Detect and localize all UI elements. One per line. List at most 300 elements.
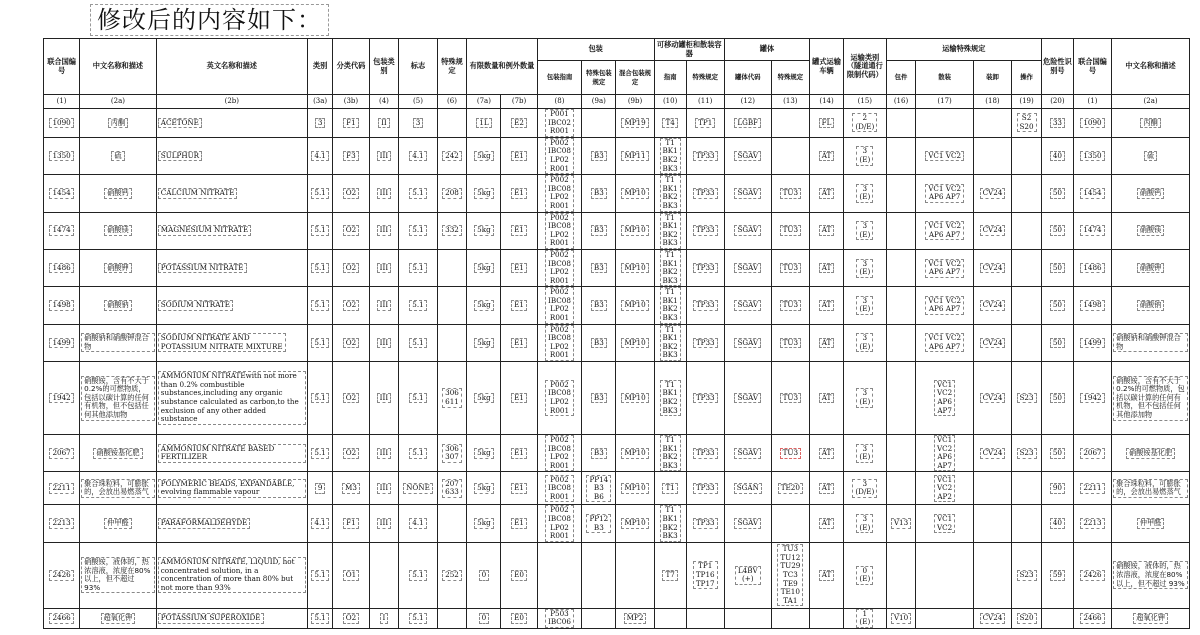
cell-un (44, 505, 80, 542)
cell-mp (616, 505, 654, 542)
cell-value: 硝酸铵，含有不大于 0.2%的可燃物质，包括以碳计算的任何有机物，但不包括任何其他添加物 (81, 376, 155, 421)
cell-value: VC1 VC2 AP6 AP7 (925, 221, 964, 240)
cell-value: SGAV (734, 518, 761, 529)
cell-value: AT (819, 263, 835, 274)
cell-ti (654, 505, 686, 542)
cell-op (1012, 212, 1042, 249)
cell-load (973, 542, 1011, 608)
cell-en (156, 287, 307, 324)
cell-value: 3 (E) (856, 259, 873, 278)
cell-op (1012, 505, 1042, 542)
cell-ctc (724, 472, 771, 505)
cell-ts (686, 324, 724, 361)
cell-value: SGAV (734, 393, 761, 404)
cell-value: 5.1 (409, 263, 426, 274)
header-ts: 特殊规定 (686, 61, 724, 95)
cell-value: 硝酸镁 (104, 225, 132, 236)
cell-cat (844, 287, 887, 324)
cell-value: 5.1 (311, 338, 328, 349)
cell-value: AT (819, 483, 835, 494)
cell-en (156, 109, 307, 138)
cell-ti (654, 542, 686, 608)
cell-value: I (380, 613, 389, 624)
cell-ctc (724, 175, 771, 212)
cell-value: 硝酸钙 (104, 188, 132, 199)
cell-en (156, 608, 307, 628)
cell-value: B3 (591, 225, 607, 236)
cell-lq (467, 542, 501, 608)
cell-value: 50 (1050, 448, 1065, 459)
column-index: (1) (44, 95, 80, 109)
cell-code (333, 137, 369, 174)
cell-ctc (724, 505, 771, 542)
cell-cn2 (1112, 324, 1190, 361)
cell-value: TP33 (693, 393, 718, 404)
cell-value: 1454 (1080, 188, 1104, 199)
cell-cts (771, 324, 809, 361)
cell-cn (80, 212, 157, 249)
cell-value: 5.1 (311, 393, 328, 404)
cell-ps (582, 435, 616, 472)
cell-ps (582, 175, 616, 212)
cell-value: 4.1 (311, 518, 328, 529)
cell-cat (844, 435, 887, 472)
cell-value: T1 BK1 BK2 BK3 (660, 380, 681, 416)
cell-value: T1 BK1 BK2 BK3 (660, 175, 681, 211)
cell-op (1012, 472, 1042, 505)
cell-un (44, 249, 80, 286)
header-pi: 包装指南 (537, 61, 582, 95)
cell-un2 (1073, 175, 1111, 212)
cell-un2 (1073, 608, 1111, 628)
cell-value: 5.1 (409, 225, 426, 236)
cell-value: TU3 (780, 263, 801, 274)
cell-value: O2 (343, 338, 359, 349)
cell-haz (1041, 212, 1073, 249)
cell-ps (582, 608, 616, 628)
cell-value: AT (819, 225, 835, 236)
cell-value: P002 IBC08 LP02 R001 (545, 325, 574, 361)
cell-value: TP33 (693, 151, 718, 162)
cell-value: TE20 (778, 483, 803, 494)
cell-label (399, 109, 437, 138)
cell-value: 50 (1050, 263, 1065, 274)
cell-pi (537, 435, 582, 472)
cell-value: T4 (662, 118, 677, 129)
cell-value: 3 (E) (856, 514, 873, 533)
cell-un (44, 362, 80, 435)
cell-value: L4BV (+) (735, 566, 761, 585)
cell-value: 1474 (1080, 225, 1104, 236)
column-index: (14) (810, 95, 844, 109)
cell-cts (771, 362, 809, 435)
cell-value: ACETONE (158, 118, 202, 129)
cell-value: CV24 (980, 393, 1006, 404)
cell-cat (844, 175, 887, 212)
cell-value: TP1 (695, 118, 715, 129)
cell-mp (616, 109, 654, 138)
cell-value: SGAN (734, 483, 762, 494)
cell-value: 5.1 (409, 613, 426, 624)
cell-value: 1486 (1080, 263, 1104, 274)
header-un: 联合国编号 (44, 39, 80, 95)
cell-en (156, 137, 307, 174)
cell-code (333, 362, 369, 435)
cell-bulk (916, 362, 973, 435)
cell-ps (582, 109, 616, 138)
header-cn: 中文名称和描述 (80, 39, 157, 95)
cell-bulk (916, 109, 973, 138)
cell-value: P002 IBC08 LP02 R001 (545, 505, 574, 541)
column-index: (16) (886, 95, 916, 109)
cell-value: III (377, 338, 392, 349)
cell-haz (1041, 324, 1073, 361)
cell-value: P001 IBC02 R001 (545, 109, 574, 137)
cell-value: 硝酸铵基化肥 (1126, 448, 1175, 459)
cell-ctc (724, 435, 771, 472)
cell-eq (501, 175, 537, 212)
cell-value: MP10 (621, 448, 648, 459)
cell-value: 3 (E) (856, 296, 873, 315)
cell-cn (80, 175, 157, 212)
cell-value: AT (819, 393, 835, 404)
cell-value: P002 IBC08 LP02 R001 (545, 175, 574, 211)
cell-value: P002 IBC08 R001 (545, 475, 574, 503)
cell-value: TP33 (693, 225, 718, 236)
cell-bulk (916, 175, 973, 212)
cell-value: 硝酸钠 (1137, 300, 1165, 311)
cell-value: 2211 (49, 483, 73, 494)
cell-haz (1041, 505, 1073, 542)
cell-cat (844, 109, 887, 138)
cell-label (399, 542, 437, 608)
cell-value: P503 IBC06 (545, 609, 574, 628)
cell-cts (771, 287, 809, 324)
cell-un (44, 109, 80, 138)
cell-value: AMMONIUM NITRATE, LIQUID, hot concentrated solution, in a concentration of more than 80% but not more than 93% (158, 557, 306, 593)
cell-un2 (1073, 249, 1111, 286)
cell-value: 5.1 (311, 188, 328, 199)
cell-value: TP33 (693, 448, 718, 459)
cell-ctc (724, 109, 771, 138)
cell-value: VC1 VC2 AP6 AP7 (925, 259, 964, 278)
cell-sp (437, 249, 467, 286)
cell-value: MP10 (621, 188, 648, 199)
cell-lq (467, 175, 501, 212)
cell-bulk (916, 324, 973, 361)
cell-value: MP19 (621, 118, 648, 129)
cell-pkg (886, 608, 916, 628)
cell-ts (686, 472, 724, 505)
cell-cn (80, 362, 157, 435)
cell-pi (537, 249, 582, 286)
cell-lq (467, 505, 501, 542)
cell-value: 40 (1050, 151, 1065, 162)
cell-value: O2 (343, 225, 359, 236)
cell-value: 50 (1050, 225, 1065, 236)
header-op: 操作 (1012, 61, 1042, 95)
cell-value: 50 (1050, 188, 1065, 199)
header-cts: 特殊规定 (771, 61, 809, 95)
cell-value: AT (819, 188, 835, 199)
cell-label (399, 287, 437, 324)
cell-un (44, 175, 80, 212)
cell-pg (369, 472, 399, 505)
cell-lq (467, 109, 501, 138)
cell-eq (501, 542, 537, 608)
column-index: (7b) (501, 95, 537, 109)
table-row (44, 472, 1190, 505)
cell-value: VC1 VC2 (925, 151, 964, 162)
cell-code (333, 542, 369, 608)
cell-ti (654, 435, 686, 472)
cell-bulk (916, 472, 973, 505)
cell-value: P002 IBC08 LP02 R001 (545, 213, 574, 249)
column-index: (15) (844, 95, 887, 109)
header-sp: 特殊规定 (437, 39, 467, 95)
cell-value: 2466 (49, 613, 73, 624)
header-pkg: 包件 (886, 61, 916, 95)
cell-mp (616, 324, 654, 361)
cell-cls (307, 324, 333, 361)
cell-value: 超氧化钾 (1133, 613, 1168, 624)
cell-value: II (378, 118, 390, 129)
cell-value: 5kg (474, 448, 494, 459)
cell-value: III (377, 151, 392, 162)
cell-value: 1 (E) (856, 609, 873, 628)
cell-cls (307, 109, 333, 138)
cell-pkg (886, 362, 916, 435)
cell-label (399, 137, 437, 174)
cell-un2 (1073, 505, 1111, 542)
column-index: (9a) (582, 95, 616, 109)
cell-ctc (724, 249, 771, 286)
header-pack: 包装 (537, 39, 654, 61)
cell-cts (771, 608, 809, 628)
cell-cn (80, 287, 157, 324)
cell-value: E1 (511, 300, 527, 311)
header-tank: 可移动罐柜和散装容器 (654, 39, 724, 61)
cell-value: O2 (343, 448, 359, 459)
cell-mp (616, 472, 654, 505)
cell-value: POTASSIUM SUPEROXIDE (158, 613, 264, 624)
cell-label (399, 505, 437, 542)
cell-value: III (377, 188, 392, 199)
cell-value: 1498 (49, 300, 73, 311)
table-row (44, 287, 1190, 324)
cell-load (973, 287, 1011, 324)
column-index: (7a) (467, 95, 501, 109)
cell-value: CV24 (980, 613, 1006, 624)
cell-pi (537, 542, 582, 608)
cell-load (973, 109, 1011, 138)
cell-value: III (377, 300, 392, 311)
cell-haz (1041, 109, 1073, 138)
cell-value: CV24 (980, 300, 1006, 311)
cell-value: 1350 (49, 151, 73, 162)
cell-ti (654, 175, 686, 212)
cell-value: B3 (591, 448, 607, 459)
cell-ts (686, 435, 724, 472)
cell-lq (467, 362, 501, 435)
cell-value: 硝酸铵，液体的，热浓溶液，浓度在80%以上，但不超过 93% (1113, 561, 1188, 589)
cell-cat (844, 505, 887, 542)
cell-value: B3 (591, 338, 607, 349)
dangerous-goods-table (43, 38, 1190, 629)
cell-value: AMMONIUM NITRATEwith not more than 0.2% combustible substances,including any organic substance calculated as carbon,to the exclusion of any other added substance (158, 371, 306, 425)
cell-haz (1041, 287, 1073, 324)
header-cn2: 中文名称和描述 (1112, 39, 1190, 95)
cell-un (44, 435, 80, 472)
column-index: (6) (437, 95, 467, 109)
cell-cn2 (1112, 212, 1190, 249)
cell-lq (467, 212, 501, 249)
cell-ps (582, 137, 616, 174)
cell-veh (810, 505, 844, 542)
cell-pg (369, 435, 399, 472)
cell-pi (537, 608, 582, 628)
cell-cls (307, 435, 333, 472)
table-body (44, 109, 1190, 629)
cell-value: E1 (511, 188, 527, 199)
cell-en (156, 362, 307, 435)
cell-value: P002 IBC08 LP02 R001 (545, 250, 574, 286)
header-load: 装卸 (973, 61, 1011, 95)
cell-value: SGAV (734, 300, 761, 311)
cell-cat (844, 249, 887, 286)
cell-op (1012, 608, 1042, 628)
cell-value: 5.1 (311, 225, 328, 236)
cell-cls (307, 362, 333, 435)
cell-veh (810, 435, 844, 472)
cell-veh (810, 362, 844, 435)
cell-veh (810, 287, 844, 324)
cell-value: VC1 VC2 AP6 AP7 (925, 296, 964, 315)
cell-value: VC1 VC2 AP6 AP7 (925, 333, 964, 352)
cell-value: SODIUM NITRATE AND POTASSIUM NITRATE MIXTURE (158, 333, 286, 352)
table-row (44, 109, 1190, 138)
cell-ctc (724, 287, 771, 324)
cell-cat (844, 212, 887, 249)
cell-sp (437, 109, 467, 138)
cell-cn (80, 608, 157, 628)
cell-value: V13 (891, 518, 911, 529)
cell-value: 丙酮 (1140, 118, 1160, 129)
cell-value: 4.1 (311, 151, 328, 162)
cell-value: 3 (E) (856, 388, 873, 407)
cell-value: 207 633 (442, 479, 462, 498)
cell-value: III (377, 518, 392, 529)
cell-value: B3 (591, 263, 607, 274)
cell-un2 (1073, 472, 1111, 505)
cell-load (973, 324, 1011, 361)
cell-value: O2 (343, 393, 359, 404)
cell-value: AT (819, 338, 835, 349)
column-index: (4) (369, 95, 399, 109)
column-index: (17) (916, 95, 973, 109)
cell-value: T1 BK1 BK2 BK3 (660, 505, 681, 541)
cell-value: 5.1 (409, 448, 426, 459)
cell-value: E1 (511, 483, 527, 494)
cell-haz (1041, 542, 1073, 608)
cell-pkg (886, 287, 916, 324)
cell-cn2 (1112, 435, 1190, 472)
cell-value: AT (819, 570, 835, 581)
cell-pkg (886, 175, 916, 212)
cell-code (333, 175, 369, 212)
cell-value: 50 (1050, 393, 1065, 404)
cell-value: TP33 (693, 188, 718, 199)
cell-ti (654, 608, 686, 628)
cell-value: LGBF (734, 118, 761, 129)
cell-mp (616, 212, 654, 249)
cell-value: 硝酸钙 (1137, 188, 1165, 199)
cell-label (399, 324, 437, 361)
header-mp: 混合包装规定 (616, 61, 654, 95)
cell-value: 5kg (474, 300, 494, 311)
cell-op (1012, 362, 1042, 435)
cell-pi (537, 109, 582, 138)
cell-value: 3 (E) (856, 146, 873, 165)
cell-cts (771, 505, 809, 542)
cell-mp (616, 175, 654, 212)
table-row (44, 435, 1190, 472)
cell-un (44, 287, 80, 324)
cell-op (1012, 324, 1042, 361)
header-un2: 联合国编号 (1073, 39, 1111, 95)
cell-value: E1 (511, 151, 527, 162)
cell-value: E2 (511, 118, 527, 129)
cell-value: MP10 (621, 338, 648, 349)
cell-value: CV24 (980, 188, 1006, 199)
cell-value: AT (819, 448, 835, 459)
cell-value: 2211 (1080, 483, 1104, 494)
cell-value: PP14 B3 B6 (586, 475, 611, 503)
cell-cls (307, 505, 333, 542)
cell-pg (369, 137, 399, 174)
cell-haz (1041, 175, 1073, 212)
cell-value: MP2 (624, 613, 647, 624)
column-index-row (44, 95, 1190, 109)
cell-value: 1090 (1080, 118, 1104, 129)
cell-value: F1 (343, 118, 359, 129)
cell-value: 1350 (1080, 151, 1104, 162)
cell-value: 硝酸钾 (1137, 263, 1165, 274)
cell-lq (467, 435, 501, 472)
cell-value: FL (819, 118, 835, 129)
cell-ctc (724, 542, 771, 608)
cell-value: 2067 (1080, 448, 1104, 459)
cell-load (973, 435, 1011, 472)
cell-value: PARAFORMALDEHYDE (158, 518, 251, 529)
cell-value: SGAV (734, 188, 761, 199)
cell-ts (686, 542, 724, 608)
cell-ctc (724, 324, 771, 361)
cell-ps (582, 362, 616, 435)
cell-eq (501, 472, 537, 505)
column-index: (3a) (307, 95, 333, 109)
cell-mp (616, 137, 654, 174)
table-row (44, 212, 1190, 249)
cell-value: O2 (343, 300, 359, 311)
cell-pkg (886, 324, 916, 361)
cell-value: 5.1 (311, 300, 328, 311)
table-row (44, 608, 1190, 628)
cell-cn2 (1112, 109, 1190, 138)
cell-load (973, 608, 1011, 628)
cell-veh (810, 324, 844, 361)
cell-value: 硝酸铵，含有不大于 0.2%的可燃物质，包括以碳计算的任何有机物，但不包括任何其他添加物 (1113, 376, 1188, 421)
